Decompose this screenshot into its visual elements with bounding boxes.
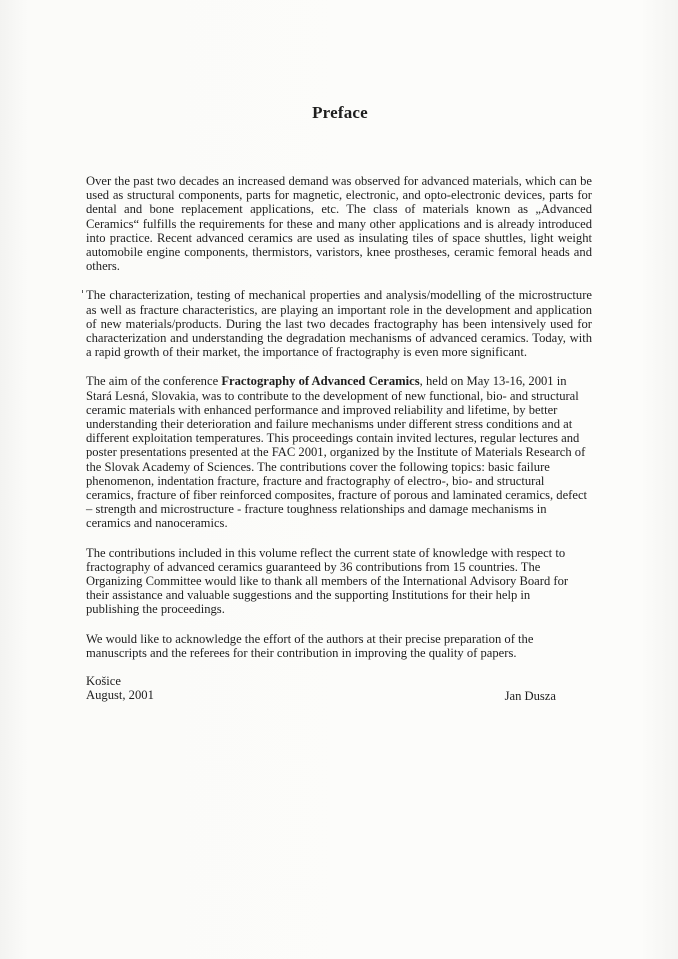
closing-date: August, 2001 (86, 688, 154, 703)
conference-name: Fractography of Advanced Ceramics (221, 374, 420, 389)
scan-artifact-mark (82, 290, 83, 293)
paragraph-advanced-materials: Over the past two decades an increased demand was observed for advanced materials, which can be used as structural components, parts for magnetic, electronic, and opto-electronic devices, parts for dental and bone replacement applications, etc. The class of materials known as „Advanced Ceramics“ fulfills the requirements for these and many other applications and is already introduced into practice. Recent advanced ceramics are used as insulating tiles of space shuttles, light weight automobile engine components, thermistors, varistors, knee prostheses, ceramic femoral heads and others. (86, 174, 592, 274)
paragraph-conference-details: , held on May 13-16, 2001 in Stará Lesná, Slovakia, was to contribute to the development of new functional, bio- and structural ceramic materials with enhanced performance and improved reliability and lifetime, by better understanding their deterioration and failure mechanisms under different stress conditions and at different exploitation temperatures. This proceedings contain invited lectures, regular lectures and poster presentations presented at the FAC 2001, organized by the Institute of Materials Research of the Slovak Academy of Sciences. The contributions cover the following topics: basic failure phenomenon, indentation fracture, fracture and fractography of electro-, bio- and structural ceramics, fracture of fiber reinforced composites, fracture of porous and laminated ceramics, defect – strength and microstructure - fracture toughness relationships and damage mechanisms in ceramics and nanoceramics. (86, 374, 588, 531)
paragraph-contributions: The contributions included in this volume reflect the current state of knowledge with respect to fractography of advanced ceramics guaranteed by 36 contributions from 15 countries. The Organizing Committee would like to thank all members of the International Advisory Board for their assistance and valuable suggestions and the supporting Institutions for their help in publishing the proceedings. (86, 545, 569, 617)
paragraph-conference-aim (86, 374, 588, 530)
preface-content (86, 103, 594, 704)
closing-block (86, 674, 594, 704)
author-signature: Jan Dusza (504, 688, 556, 703)
page-title: Preface (312, 103, 368, 122)
paragraph-conference-intro: The aim of the conference (86, 374, 222, 389)
paragraph-acknowledgement: We would like to acknowledge the effort of the authors at their precise preparation of the manuscripts and the referees for their contribution in improving the quality of papers. (86, 631, 534, 660)
paragraph-characterization: The characterization, testing of mechanical properties and analysis/modelling of the microstructure as well as fracture characteristics, are playing an important role in the development and application of new materials/products. During the last two decades fractography has been intensively used for characterization and understanding the degradation mechanisms of advanced ceramics. Today, with a rapid growth of their market, the importance of fractography is even more significant. (86, 288, 592, 360)
closing-place: Košice (86, 674, 121, 689)
